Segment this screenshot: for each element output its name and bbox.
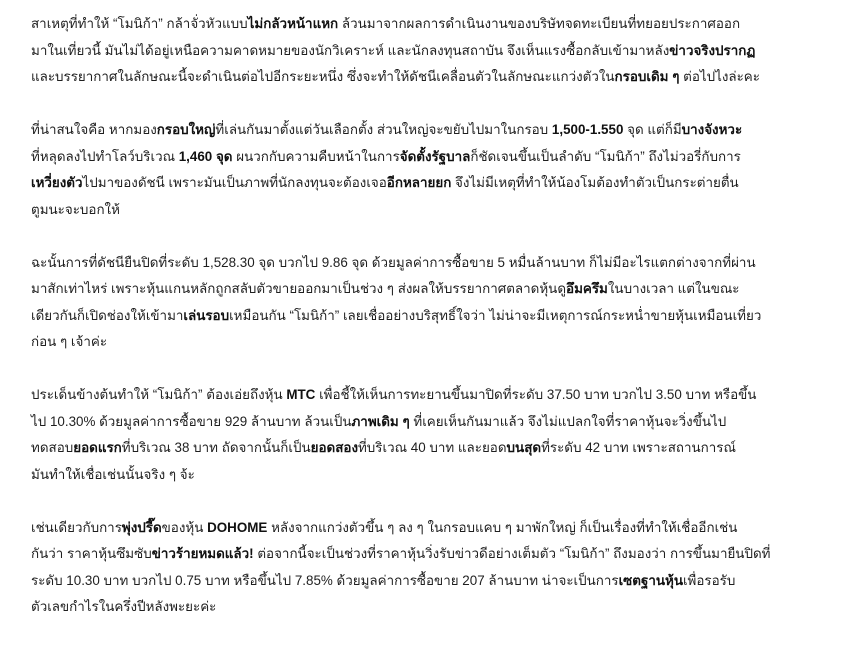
paragraph-line bbox=[31, 515, 813, 542]
body-text: ก็ชัดเจนขึ้นเป็นลำดับ “โมนิก้า” ถึงไม่วอรี่กับการ bbox=[470, 148, 741, 164]
body-text: ที่ระดับ 42 บาท เพราะสถานการณ์ bbox=[541, 440, 736, 455]
body-text: และบรรยากาศในลักษณะนี้จะดำเนินต่อไปอีกระยะหนึ่ง ซึ่งจะทำให้ดัชนีเคลื่อนตัวในลักษณะแกว่งตัวใน bbox=[31, 69, 615, 84]
emphasized-text: 1,500-1.550 bbox=[551, 122, 624, 137]
body-text: มาสักเท่าไหร่ เพราะหุ้นแกนหลักถูกสลับตัวขายออกมาเป็นช่วง ๆ ส่งผลให้บรรยากาศตลาดหุ้นดู bbox=[31, 281, 567, 296]
body-text: เดียวกันก็เปิดช่องให้เข้ามา bbox=[31, 307, 184, 323]
body-text: ที่น่าสนใจคือ หากมอง bbox=[31, 122, 157, 137]
body-text: ไปมาของดัชนี เพราะมันเป็นภาพที่นักลงทุนจะต้องเจอ bbox=[82, 175, 387, 190]
paragraph-line bbox=[31, 541, 813, 568]
paragraph-line bbox=[31, 197, 813, 224]
body-text: ผนวกกับความคืบหน้าในการ bbox=[232, 148, 400, 164]
body-text: มันทำให้เชื่อเช่นนั้นจริง ๆ จ้ะ bbox=[31, 466, 195, 482]
body-text: เหมือนกัน “โมนิก้า” เลยเชื่ออย่างบริสุทธิ์ใจว่า ไม่น่าจะมีเหตุการณ์กระหน่ำขายหุ้นเหมือนเที่ยว bbox=[229, 307, 762, 323]
body-text: เพื่อชี้ให้เห็นการทะยานขึ้นมาปิดที่ระดับ 37.50 บาท บวกไป 3.50 บาท หรือขึ้น bbox=[315, 387, 757, 402]
article-paragraph bbox=[31, 515, 813, 621]
paragraph-line bbox=[31, 117, 813, 144]
emphasized-text: กรอบเดิม ๆ bbox=[614, 69, 680, 84]
emphasized-text: เซตฐานหุ้น bbox=[618, 572, 683, 588]
emphasized-text: กรอบใหญ่ bbox=[156, 122, 216, 137]
paragraph-line bbox=[31, 250, 813, 277]
emphasized-text: MTC bbox=[286, 387, 316, 402]
emphasized-text: 1,460 จุด bbox=[178, 148, 233, 164]
paragraph-line bbox=[31, 11, 813, 38]
body-text: ระดับ 10.30 บาท บวกไป 0.75 บาท หรือขึ้นไป 7.85% ด้วยมูลค่าการซื้อขาย 207 ล้านบาท น่าจะเป็นการ bbox=[31, 572, 619, 588]
body-text: ก่อน ๆ เจ้าค่ะ bbox=[31, 334, 108, 349]
body-text: ในบางเวลา แต่ในขณะ bbox=[607, 281, 740, 296]
article-paragraph bbox=[31, 11, 813, 91]
article-body bbox=[31, 11, 813, 647]
body-text: ประเด็นข้างต้นทำให้ “โมนิก้า” ต้องเอ่ยถึงหุ้น bbox=[31, 387, 287, 402]
paragraph-line bbox=[31, 435, 813, 462]
emphasized-text: เหวี่ยงตัว bbox=[31, 175, 83, 190]
paragraph-line bbox=[31, 568, 813, 595]
paragraph-line bbox=[31, 276, 813, 303]
body-text: ตูมนะจะบอกให้ bbox=[31, 201, 120, 217]
body-text: จึงไม่มีเหตุที่ทำให้น้องโมต้องทำตัวเป็นกระต่ายตื่น bbox=[451, 175, 739, 190]
article-paragraph bbox=[31, 117, 813, 223]
body-text: ทดสอบ bbox=[31, 440, 74, 455]
body-text: สาเหตุที่ทำให้ “โมนิก้า” กล้าจั่วหัวแบบ bbox=[31, 16, 248, 31]
paragraph-line bbox=[31, 64, 813, 91]
body-text: กันว่า ราคาหุ้นซึมซับ bbox=[31, 546, 152, 561]
body-text: ตัวเลขกำไรในครึ่งปีหลังพะยะค่ะ bbox=[31, 599, 217, 614]
emphasized-text: ยอดสอง bbox=[310, 440, 358, 455]
article-paragraph bbox=[31, 382, 813, 488]
body-text: ของหุ้น bbox=[161, 519, 208, 535]
body-text: เพื่อรอรับ bbox=[682, 572, 736, 588]
paragraph-line bbox=[31, 38, 813, 65]
emphasized-text: บางจังหวะ bbox=[681, 122, 743, 137]
body-text: ที่หลุดลงไปทำโลว์บริเวณ bbox=[31, 148, 179, 164]
body-text: ต่อไปไงล่ะคะ bbox=[679, 69, 760, 84]
emphasized-text: อีกหลายยก bbox=[386, 175, 452, 190]
emphasized-text: เล่นรอบ bbox=[183, 307, 230, 323]
paragraph-line bbox=[31, 462, 813, 489]
body-text: ที่เล่นกันมาตั้งแต่วันเลือกตั้ง ส่วนใหญ่จะขยับไปมาในกรอบ bbox=[215, 122, 552, 137]
body-text: ไป 10.30% ด้วยมูลค่าการซื้อขาย 929 ล้านบาท ล้วนเป็น bbox=[31, 413, 352, 429]
paragraph-line bbox=[31, 303, 813, 330]
body-text: เช่นเดียวกับการ bbox=[31, 519, 122, 535]
emphasized-text: อึมครึม bbox=[566, 281, 608, 296]
article-paragraph bbox=[31, 250, 813, 356]
body-text: ล้วนมาจากผลการดำเนินงานของบริษัทจดทะเบียนที่ทยอยประกาศออก bbox=[338, 16, 741, 31]
emphasized-text: ไม่กลัวหน้าแหก bbox=[247, 16, 339, 31]
emphasized-text: บนสุด bbox=[506, 440, 542, 455]
body-text: หลังจากแกว่งตัวขึ้น ๆ ลง ๆ ในกรอบแคบ ๆ มาพักใหญ่ ก็เป็นเรื่องที่ทำให้เชื่ออีกเช่น bbox=[267, 519, 738, 535]
body-text: ที่เคยเห็นกันมาแล้ว จึงไม่แปลกใจที่ราคาหุ้นจะวิ่งขึ้นไป bbox=[409, 413, 727, 429]
paragraph-line bbox=[31, 594, 813, 621]
paragraph-line bbox=[31, 170, 813, 197]
emphasized-text: ยอดแรก bbox=[73, 440, 122, 455]
emphasized-text: ข่าวร้ายหมดแล้ว! bbox=[151, 546, 254, 561]
emphasized-text: พุ่งปรี๊ด bbox=[121, 519, 162, 535]
body-text: ต่อจากนี้จะเป็นช่วงที่ราคาหุ้นวิ่งรับข่าวดีอย่างเต็มตัว “โมนิก้า” ถึงมองว่า การขึ้นมายืนปิดที่ bbox=[253, 546, 771, 561]
emphasized-text: ภาพเดิม ๆ bbox=[351, 413, 410, 429]
emphasized-text: จัดตั้งรัฐบาล bbox=[399, 148, 471, 164]
body-text: มาในเที่ยวนี้ มันไม่ได้อยู่เหนือความคาดหมายของนักวิเคราะห์ และนักลงทุนสถาบัน จึงเห็นแรงซื้อกลับเข้ามาหลัง bbox=[31, 42, 670, 58]
paragraph-line bbox=[31, 382, 813, 409]
paragraph-line bbox=[31, 409, 813, 436]
body-text: ฉะนั้นการที่ดัชนียืนปิดที่ระดับ 1,528.30 จุด บวกไป 9.86 จุด ด้วยมูลค่าการซื้อขาย 5 หมื่นล้านบาท ก็ไม่มีอะไรแตกต่างจากที่ผ่าน bbox=[31, 254, 756, 270]
paragraph-line bbox=[31, 144, 813, 171]
paragraph-line bbox=[31, 329, 813, 356]
body-text: ที่บริเวณ 38 บาท ถัดจากนั้นก็เป็น bbox=[121, 440, 311, 455]
body-text: ที่บริเวณ 40 บาท และยอด bbox=[357, 440, 507, 455]
emphasized-text: ข่าวจริงปรากฏ bbox=[669, 42, 756, 58]
body-text: จุด แต่ก็มี bbox=[623, 122, 682, 137]
emphasized-text: DOHOME bbox=[207, 519, 268, 535]
